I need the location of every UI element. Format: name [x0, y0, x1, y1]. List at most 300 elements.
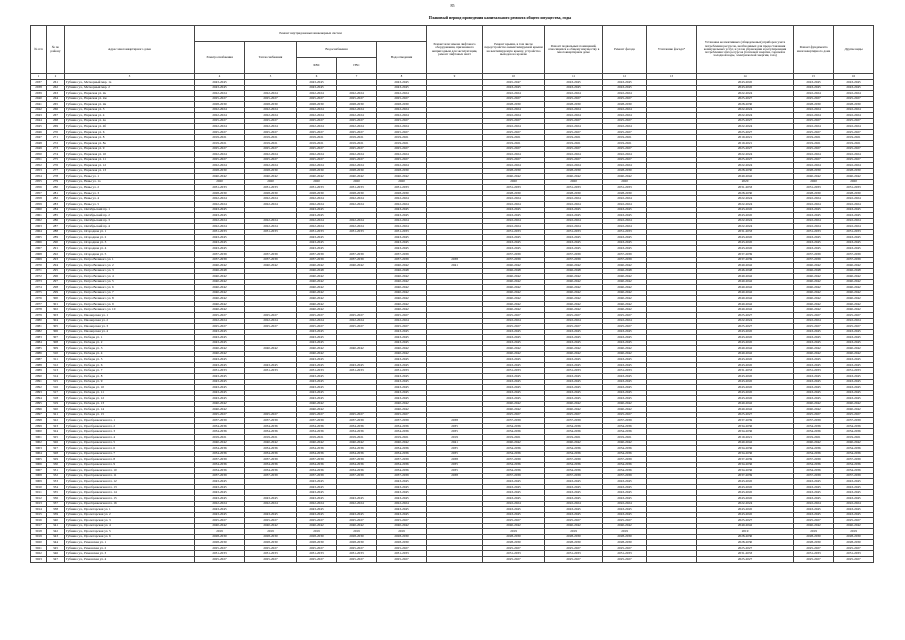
table-cell: 2043-2045: [697, 235, 794, 241]
table-cell: 2034-2036: [195, 462, 245, 468]
table-cell: 2025-2027: [697, 545, 794, 551]
table-cell: 2025-2027: [483, 157, 545, 163]
table-cell: 2040-2042: [834, 285, 874, 291]
table-cell: 2022-2024: [697, 113, 794, 119]
table-cell: 2035: [427, 429, 483, 435]
table-cell: 2034-2036: [603, 429, 647, 435]
table-cell: 2031-2033: [545, 229, 603, 235]
table-cell: 2957: [31, 190, 47, 196]
table-cell: 2043-2045: [697, 379, 794, 385]
table-cell: 2037-2039: [245, 257, 297, 263]
address-cell: Губкина ул., Нарвская ул. 10: [65, 152, 195, 158]
table-cell: 2040-2042: [545, 407, 603, 413]
table-cell: 2025-2027: [834, 557, 874, 563]
table-cell: 2022-2024: [195, 163, 245, 169]
address-cell: Губкина ул., Победы ул. 1: [65, 335, 195, 341]
table-cell: 2043-2045: [834, 390, 874, 396]
table-cell: 2025-2027: [377, 146, 427, 152]
table-cell: 347: [47, 557, 65, 563]
table-cell: 2034-2036: [545, 451, 603, 457]
table-cell: 2031-2033: [603, 368, 647, 374]
table-cell: 2043-2045: [297, 357, 337, 363]
table-cell: 326: [47, 440, 65, 446]
table-cell: 2025-2027: [297, 557, 337, 563]
table-cell: 2031-2033: [483, 551, 545, 557]
address-cell: Губкина ул., Победы ул. 8: [65, 373, 195, 379]
table-cell: 2037-2039: [245, 251, 297, 257]
col-electro: Электроснабжения: [195, 42, 245, 74]
table-cell: 2043-2045: [794, 385, 834, 391]
table-cell: 2037-2039: [377, 457, 427, 463]
table-cell: 2043-2045: [834, 235, 874, 241]
table-cell: 2043-2045: [297, 213, 337, 219]
table-cell: 2019: [427, 435, 483, 441]
table-cell: 2043-2045: [195, 340, 245, 346]
table-cell: 3003: [31, 446, 47, 452]
table-cell: 2043-2045: [697, 246, 794, 252]
table-cell: 2040-2042: [483, 274, 545, 280]
address-cell: Губкина ул., Преображенская пл. 7: [65, 451, 195, 457]
table-cell: 2040-2042: [377, 346, 427, 352]
table-cell: 2028-2030: [337, 534, 377, 540]
table-cell: 2043-2045: [603, 385, 647, 391]
table-cell: 2040-2042: [794, 290, 834, 296]
table-cell: 2022-2024: [377, 501, 427, 507]
table-cell: 2025-2027: [297, 518, 337, 524]
column-number: 14: [697, 74, 794, 80]
table-cell: 2043-2045: [297, 396, 337, 402]
table-cell: 3011: [31, 490, 47, 496]
table-cell: 2944: [31, 118, 47, 124]
table-cell: 2022-2024: [245, 224, 297, 230]
table-cell: 2043-2045: [603, 390, 647, 396]
table-cell: 2991: [31, 379, 47, 385]
table-cell: 2022-2024: [545, 163, 603, 169]
table-cell: 2043-2045: [603, 235, 647, 241]
table-cell: 2043-2045: [697, 80, 794, 86]
table-header: [31, 26, 874, 80]
table-cell: 2037-2039: [794, 251, 834, 257]
table-cell: 2025-2027: [195, 129, 245, 135]
table-cell: 2022-2024: [794, 163, 834, 169]
table-cell: 297: [47, 279, 65, 285]
table-cell: 306: [47, 329, 65, 335]
table-cell: 2025-2027: [545, 129, 603, 135]
capital-repair-table: [30, 25, 874, 563]
table-cell: 2046-2048: [603, 268, 647, 274]
address-cell: Губкина ул., Преображенская пл. 14: [65, 490, 195, 496]
table-cell: 2034-2036: [483, 462, 545, 468]
table-cell: 304: [47, 318, 65, 324]
table-cell: 2999: [31, 423, 47, 429]
table-cell: 2040-2042: [195, 346, 245, 352]
table-cell: 2043-2045: [377, 335, 427, 341]
address-cell: Губкина ул., Рамонская ул. 1: [65, 540, 195, 546]
table-cell: 315: [47, 379, 65, 385]
table-cell: 2949: [31, 146, 47, 152]
table-cell: 2040-2042: [377, 263, 427, 269]
table-cell: 2022-2024: [297, 124, 337, 130]
table-cell: 2028-2030: [377, 102, 427, 108]
table-cell: 2034-2036: [297, 468, 337, 474]
table-cell: 2040-2042: [834, 174, 874, 180]
table-cell: 2043-2045: [297, 335, 337, 341]
table-cell: 316: [47, 385, 65, 391]
table-cell: 2040-2042: [195, 263, 245, 269]
table-cell: 2025-2027: [834, 96, 874, 102]
table-cell: 2031-2033: [545, 185, 603, 191]
table-cell: 2028-2030: [483, 102, 545, 108]
table-cell: 2037-2039: [603, 473, 647, 479]
table-cell: 2022-2024: [245, 196, 297, 202]
table-cell: 2022-2024: [794, 113, 834, 119]
table-cell: 2037-2039: [483, 251, 545, 257]
table-cell: 2022-2024: [297, 501, 337, 507]
table-cell: 2942: [31, 107, 47, 113]
table-cell: 2028-2030: [603, 534, 647, 540]
table-cell: 2043-2045: [834, 385, 874, 391]
table-cell: 2031-2033: [245, 551, 297, 557]
table-cell: 2025-2027: [483, 557, 545, 563]
table-cell: 311: [47, 357, 65, 363]
table-cell: 2043-2045: [603, 240, 647, 246]
address-cell: Губкина ул., Октябрьский пр. 1: [65, 207, 195, 213]
address-cell: Губкина ул., Октябрьский пр. 4: [65, 224, 195, 230]
table-cell: 2982: [31, 329, 47, 335]
table-cell: 2037-2039: [377, 257, 427, 263]
table-cell: 2034-2036: [794, 462, 834, 468]
table-cell: 2031-2033: [245, 229, 297, 235]
table-cell: 2040-2042: [297, 301, 337, 307]
table-cell: 2040-2042: [297, 263, 337, 269]
table-cell: 2031-2033: [195, 185, 245, 191]
table-cell: 261: [47, 80, 65, 86]
column-number: 3: [65, 74, 195, 80]
table-cell: 2028-2030: [297, 540, 337, 546]
table-cell: 2040-2042: [337, 523, 377, 529]
table-cell: 2028-2030: [245, 168, 297, 174]
table-cell: 2043-2045: [483, 240, 545, 246]
table-cell: 2025-2027: [545, 412, 603, 418]
table-cell: 2028-2030: [195, 168, 245, 174]
table-cell: 2031-2033: [794, 185, 834, 191]
table-cell: 2025-2027: [245, 545, 297, 551]
table-cell: 2022-2024: [483, 318, 545, 324]
table-cell: 2028-2030: [337, 168, 377, 174]
table-cell: 2022-2024: [545, 202, 603, 208]
table-cell: 331: [47, 468, 65, 474]
table-cell: 2043-2045: [297, 80, 337, 86]
table-cell: 329: [47, 457, 65, 463]
table-cell: 2977: [31, 301, 47, 307]
table-cell: 2043-2045: [297, 484, 337, 490]
table-cell: 2025-2027: [697, 129, 794, 135]
table-cell: 2022-2024: [603, 501, 647, 507]
table-cell: 2037-2039: [195, 457, 245, 463]
table-cell: 2040-2042: [603, 263, 647, 269]
address-cell: Губкина ул., Огородная ул. 5: [65, 251, 195, 257]
table-cell: 2022-2024: [195, 224, 245, 230]
table-cell: 282: [47, 196, 65, 202]
table-cell: 2037-2039: [377, 418, 427, 424]
table-cell: 309: [47, 346, 65, 352]
address-cell: Губкина ул., Петра Великого ул. 4: [65, 274, 195, 280]
table-cell: 2043-2045: [834, 484, 874, 490]
table-cell: 2043-2045: [545, 246, 603, 252]
table-cell: 322: [47, 418, 65, 424]
table-cell: 266: [47, 107, 65, 113]
address-cell: Губкина ул., Рамонская ул. 3: [65, 551, 195, 557]
table-cell: 321: [47, 412, 65, 418]
table-cell: 2034-2036: [697, 423, 794, 429]
table-cell: 2031-2033: [697, 551, 794, 557]
table-cell: 2043-2045: [794, 235, 834, 241]
table-cell: 2022-2024: [834, 124, 874, 130]
address-cell: Губкина ул., Преображенская пл. 8: [65, 457, 195, 463]
table-cell: 2028-2030: [697, 168, 794, 174]
table-cell: 2043-2045: [545, 379, 603, 385]
table-cell: 2028-2030: [697, 190, 794, 196]
table-cell: 2022-2024: [603, 224, 647, 230]
table-cell: 3015: [31, 512, 47, 518]
table-cell: 2987: [31, 357, 47, 363]
table-cell: 2967: [31, 246, 47, 252]
table-cell: 308: [47, 340, 65, 346]
table-cell: 2022-2024: [697, 318, 794, 324]
table-cell: 2043-2045: [195, 329, 245, 335]
table-cell: 2034-2036: [483, 468, 545, 474]
table-cell: 2038: [427, 473, 483, 479]
table-cell: 2022-2024: [297, 318, 337, 324]
table-cell: 2043-2045: [834, 240, 874, 246]
table-cell: 2019-2021: [794, 435, 834, 441]
address-cell: Губкина ул., Победы ул. 9: [65, 379, 195, 385]
address-cell: Губкина ул., Пролетарская ул. 5: [65, 529, 195, 535]
table-cell: 2028-2030: [545, 534, 603, 540]
table-cell: 2037-2039: [794, 257, 834, 263]
table-cell: 302: [47, 307, 65, 313]
table-cell: 2028-2030: [245, 102, 297, 108]
table-cell: 2025-2027: [697, 118, 794, 124]
table-cell: 334: [47, 484, 65, 490]
col-drain: Водоотведения: [377, 42, 427, 74]
address-cell: Губкина ул., Преображенская пл. 9: [65, 462, 195, 468]
table-cell: 2043-2045: [377, 213, 427, 219]
address-cell: Губкина ул., Победы ул. 5: [65, 357, 195, 363]
table-cell: 340: [47, 518, 65, 524]
table-cell: 2025-2027: [697, 518, 794, 524]
table-cell: 2025-2027: [377, 557, 427, 563]
table-cell: 2028-2030: [603, 168, 647, 174]
col-facade-warm: Утепление фасада*: [647, 26, 697, 74]
table-cell: 2031-2033: [297, 229, 337, 235]
table-cell: 2022-2024: [245, 218, 297, 224]
table-cell: 2990: [31, 373, 47, 379]
table-cell: 2040-2042: [337, 346, 377, 352]
address-cell: Губкина ул., Преображенская пл. 2: [65, 423, 195, 429]
table-cell: 288: [47, 229, 65, 235]
table-cell: 344: [47, 540, 65, 546]
column-number: 7: [337, 74, 377, 80]
table-cell: 298: [47, 285, 65, 291]
table-cell: 324: [47, 429, 65, 435]
table-cell: 2022-2024: [697, 224, 794, 230]
table-cell: 2040-2042: [483, 401, 545, 407]
table-cell: 2043-2045: [377, 484, 427, 490]
table-cell: 2034-2036: [697, 429, 794, 435]
table-cell: 2037-2039: [245, 473, 297, 479]
table-cell: 2043-2045: [297, 362, 337, 368]
table-cell: 2043-2045: [377, 329, 427, 335]
table-cell: 2019: [603, 529, 647, 535]
table-cell: 3016: [31, 518, 47, 524]
table-cell: 2970: [31, 263, 47, 269]
col-water-group: Водоснабжения: [297, 42, 377, 58]
table-cell: 2043-2045: [697, 357, 794, 363]
table-cell: 2043-2045: [697, 479, 794, 485]
table-cell: 2945: [31, 124, 47, 130]
table-cell: 3020: [31, 540, 47, 546]
table-cell: 2019-2021: [697, 435, 794, 441]
table-cell: 2046-2048: [545, 268, 603, 274]
table-cell: 2019-2021: [545, 435, 603, 441]
table-cell: 2031-2033: [297, 185, 337, 191]
column-number: 2: [47, 74, 65, 80]
table-cell: 2993: [31, 390, 47, 396]
table-cell: 2037-2039: [195, 473, 245, 479]
table-cell: 2022-2024: [337, 218, 377, 224]
col-num-district: № по району: [47, 26, 65, 74]
table-cell: 2034-2036: [603, 446, 647, 452]
table-cell: 2952: [31, 163, 47, 169]
table-cell: 2019-2021: [245, 141, 297, 147]
table-cell: 2022-2024: [245, 163, 297, 169]
table-cell: 3008: [31, 473, 47, 479]
table-cell: 2043-2045: [483, 213, 545, 219]
table-cell: 2034-2036: [545, 429, 603, 435]
table-cell: 2019-2021: [337, 141, 377, 147]
table-cell: 2025-2027: [377, 545, 427, 551]
table-cell: 2040-2042: [697, 274, 794, 280]
table-cell: 2025-2027: [245, 312, 297, 318]
table-cell: 2025-2027: [195, 518, 245, 524]
table-cell: 2040-2042: [195, 285, 245, 291]
table-cell: 2040-2042: [603, 523, 647, 529]
table-cell: 2986: [31, 351, 47, 357]
address-cell: Губкина ул., Преображенская пл. 12: [65, 479, 195, 485]
table-cell: 2043-2045: [297, 329, 337, 335]
column-number: 6: [297, 74, 337, 80]
table-cell: 2034-2036: [297, 446, 337, 452]
table-cell: 335: [47, 490, 65, 496]
table-cell: 330: [47, 462, 65, 468]
table-cell: 2034-2036: [377, 468, 427, 474]
table-cell: 2043-2045: [377, 496, 427, 502]
table-cell: 327: [47, 446, 65, 452]
table-cell: 2020: [483, 179, 545, 185]
table-cell: 2037-2039: [603, 257, 647, 263]
table-cell: 291: [47, 246, 65, 252]
table-cell: 2028-2030: [195, 540, 245, 546]
address-cell: Губкина ул., Победы ул. 6: [65, 362, 195, 368]
table-cell: 2022-2024: [297, 107, 337, 113]
table-cell: 2025-2027: [245, 129, 297, 135]
table-cell: 2025-2027: [195, 312, 245, 318]
table-cell: 3022: [31, 551, 47, 557]
table-cell: 2028-2030: [483, 168, 545, 174]
table-cell: 2022-2024: [337, 196, 377, 202]
table-cell: 2043-2045: [794, 80, 834, 86]
table-cell: 2034-2036: [483, 446, 545, 452]
table-cell: 2043-2045: [794, 390, 834, 396]
address-cell: Губкина ул., Нарвская ул. 11: [65, 157, 195, 163]
table-cell: 2040-2042: [337, 440, 377, 446]
table-cell: 2034-2036: [834, 429, 874, 435]
table-cell: 2025-2027: [297, 157, 337, 163]
table-cell: 343: [47, 534, 65, 540]
table-cell: 2025-2027: [834, 545, 874, 551]
address-cell: Губкина ул., Невы ул. 1а: [65, 179, 195, 185]
table-cell: 2040-2042: [834, 307, 874, 313]
table-cell: 2043-2045: [195, 362, 245, 368]
table-cell: 2019-2021: [297, 141, 337, 147]
table-cell: 2043-2045: [834, 379, 874, 385]
address-cell: Губкина ул., Рамонская ул. 2: [65, 545, 195, 551]
table-cell: 2022-2024: [545, 318, 603, 324]
address-cell: Губкина ул., Метеорный мкр. 1а: [65, 80, 195, 86]
table-cell: 2043-2045: [545, 385, 603, 391]
table-cell: 2040-2042: [297, 285, 337, 291]
table-cell: 2025-2027: [297, 324, 337, 330]
table-cell: 2019-2021: [483, 135, 545, 141]
table-cell: 2043-2045: [834, 246, 874, 252]
table-cell: 2034-2036: [603, 423, 647, 429]
table-cell: 2022-2024: [195, 501, 245, 507]
table-cell: 2043-2045: [697, 240, 794, 246]
table-cell: 2043-2045: [483, 512, 545, 518]
table-cell: 2043-2045: [794, 357, 834, 363]
table-cell: 2025-2027: [377, 96, 427, 102]
table-cell: 2043-2045: [483, 329, 545, 335]
table-cell: 2043-2045: [697, 512, 794, 518]
table-cell: 2043-2045: [195, 240, 245, 246]
table-cell: 2043-2045: [794, 340, 834, 346]
table-cell: 2034-2036: [337, 423, 377, 429]
table-cell: 2043-2045: [483, 496, 545, 502]
table-cell: 2025-2027: [195, 545, 245, 551]
table-cell: 2043-2045: [297, 512, 337, 518]
table-cell: 2025-2027: [377, 412, 427, 418]
table-cell: 2997: [31, 412, 47, 418]
table-cell: 2043-2045: [794, 329, 834, 335]
table-cell: 2040-2042: [794, 346, 834, 352]
table-cell: 2043-2045: [697, 396, 794, 402]
table-cell: 283: [47, 202, 65, 208]
table-cell: 2022-2024: [794, 196, 834, 202]
table-cell: 2043-2045: [545, 362, 603, 368]
table-cell: 2022-2024: [834, 107, 874, 113]
col-foundation: Ремонт фундамента многоквартирного дома: [794, 26, 834, 74]
address-cell: Губкина ул., Преображенская пл. 3: [65, 429, 195, 435]
table-cell: 2043-2045: [377, 85, 427, 91]
table-cell: 2971: [31, 268, 47, 274]
table-cell: 2022-2024: [195, 107, 245, 113]
table-cell: 2040-2042: [697, 401, 794, 407]
table-cell: 2025-2027: [245, 146, 297, 152]
table-cell: 2040-2042: [794, 407, 834, 413]
table-cell: 264: [47, 96, 65, 102]
table-cell: 2040-2042: [297, 440, 337, 446]
